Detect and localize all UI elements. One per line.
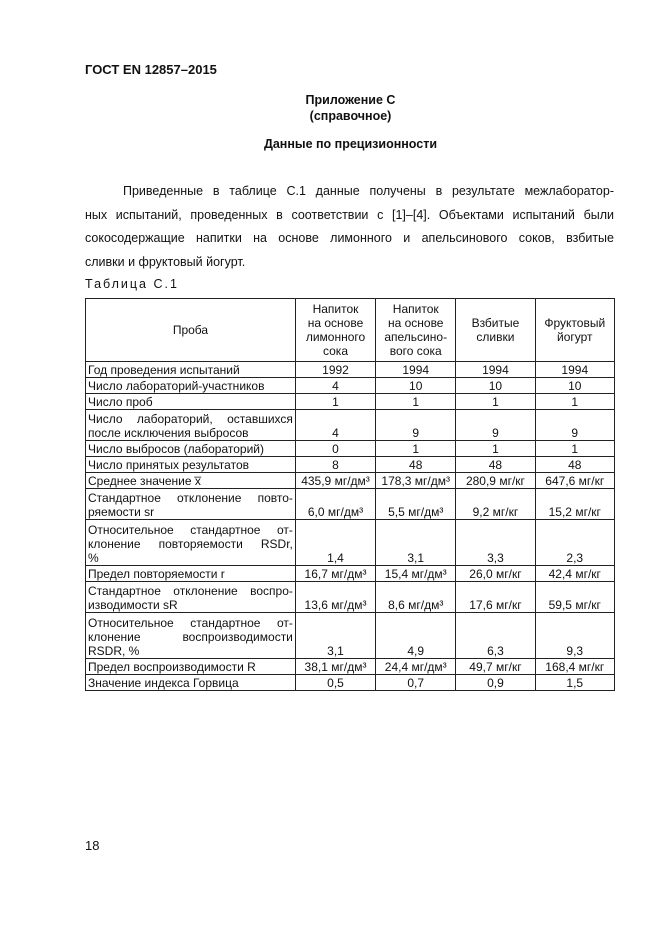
- intro-paragraph: [85, 180, 614, 274]
- standard-code: ГОСТ EN 12857–2015: [85, 62, 217, 77]
- table-cell: 1,5: [535, 675, 614, 691]
- annex-heading: [0, 92, 661, 124]
- table-row: [86, 659, 615, 675]
- header-line: сока: [323, 344, 348, 358]
- row-label-line: RSDR, %: [88, 644, 140, 658]
- table-cell: 3,1: [376, 520, 456, 566]
- table-cell: 178,3 мг/дм³: [376, 473, 456, 489]
- header-fruit-yogurt: [535, 299, 614, 362]
- row-label: [86, 675, 296, 691]
- table-cell: 2,3: [535, 520, 614, 566]
- table-cell: 59,5 мг/кг: [535, 582, 614, 613]
- intro-line: сокосодержащие напитки на основе лимонного и апельсинового соков, взбитые: [85, 231, 614, 245]
- table-cell: 9: [456, 410, 535, 441]
- table-cell: 1992: [295, 362, 375, 378]
- table-cell: 0,5: [295, 675, 375, 691]
- table-cell: 5,5 мг/дм³: [376, 489, 456, 520]
- table-cell: 17,6 мг/кг: [456, 582, 535, 613]
- table-cell: 647,6 мг/кг: [535, 473, 614, 489]
- row-label: [86, 410, 296, 441]
- table-row: [86, 410, 615, 441]
- row-label-line: Число принятых результатов: [88, 458, 249, 472]
- table-row: [86, 520, 615, 566]
- table-row: [86, 613, 615, 659]
- header-line: сливки: [476, 330, 515, 344]
- row-label: [86, 582, 296, 613]
- row-label: [86, 489, 296, 520]
- row-label-line: Предел повторяемости r: [88, 567, 225, 581]
- table-cell: 48: [535, 457, 614, 473]
- row-label-line: Стандартное отклонение повто-: [88, 491, 293, 505]
- table-cell: 4: [295, 410, 375, 441]
- table-cell: 10: [376, 378, 456, 394]
- table-cell: 6,0 мг/дм³: [295, 489, 375, 520]
- row-label-line: Год проведения испытаний: [88, 363, 240, 377]
- table-cell: 9: [535, 410, 614, 441]
- intro-line: сливки и фруктовый йогурт.: [85, 254, 246, 269]
- header-line: вого сока: [389, 344, 442, 358]
- row-label: [86, 378, 296, 394]
- row-label-line: Число лабораторий-участников: [88, 379, 265, 393]
- precision-table: [85, 298, 615, 691]
- table-cell: 0,9: [456, 675, 535, 691]
- table-cell: 48: [376, 457, 456, 473]
- table-cell: 38,1 мг/дм³: [295, 659, 375, 675]
- table-cell: 4: [295, 378, 375, 394]
- table-cell: 1: [456, 441, 535, 457]
- row-label-line: %: [88, 551, 99, 565]
- table-cell: 10: [535, 378, 614, 394]
- table-row: [86, 489, 615, 520]
- annex-subtitle: (справочное): [309, 109, 392, 123]
- header-lemon-drink: [295, 299, 375, 362]
- row-label-line: Предел воспроизводимости R: [88, 660, 256, 674]
- row-label-line: Число лабораторий, оставшихся: [88, 412, 293, 426]
- table-cell: 26,0 мг/кг: [456, 566, 535, 582]
- header-line: Напиток: [392, 302, 439, 316]
- header-line: лимонного: [305, 330, 366, 344]
- table-cell: 1: [295, 394, 375, 410]
- table-row: [86, 566, 615, 582]
- table-cell: 1994: [456, 362, 535, 378]
- header-sample: Проба: [86, 299, 296, 362]
- row-label-line: клонение воспроизводимости: [88, 630, 293, 644]
- table-cell: 280,9 мг/кг: [456, 473, 535, 489]
- table-cell: 15,2 мг/кг: [535, 489, 614, 520]
- table-cell: 1: [376, 394, 456, 410]
- table-cell: 10: [456, 378, 535, 394]
- table-cell: 0,7: [376, 675, 456, 691]
- table-cell: 168,4 мг/кг: [535, 659, 614, 675]
- table-cell: 1: [376, 441, 456, 457]
- row-label: [86, 457, 296, 473]
- section-title: Данные по прецизионности: [263, 137, 438, 151]
- row-label-line: изводимости sR: [88, 598, 178, 612]
- table-cell: 8: [295, 457, 375, 473]
- table-cell: 1994: [376, 362, 456, 378]
- header-line: апельсино-: [384, 330, 448, 344]
- table-row: [86, 473, 615, 489]
- row-label: [86, 659, 296, 675]
- intro-line: ных испытаний, проведенных в соответствии с [1]–[4]. Объектами испытаний были: [85, 207, 614, 222]
- header-line: Фруктовый: [544, 316, 606, 330]
- table-row: [86, 378, 615, 394]
- table-cell: 1,4: [295, 520, 375, 566]
- table-cell: 435,9 мг/дм³: [295, 473, 375, 489]
- table-row: [86, 582, 615, 613]
- row-label: [86, 566, 296, 582]
- table-row: [86, 457, 615, 473]
- row-label-line: ряемости sr: [88, 505, 155, 519]
- intro-line: Приведенные в таблице С.1 данные получены в результате межлаборатор-: [123, 184, 614, 198]
- page-number: 18: [85, 838, 100, 853]
- table-cell: 42,4 мг/кг: [535, 566, 614, 582]
- row-label: [86, 362, 296, 378]
- table-cell: 6,3: [456, 613, 535, 659]
- row-label-line: Число выбросов (лабораторий): [88, 442, 264, 456]
- row-label: [86, 520, 296, 566]
- table-cell: 1: [535, 441, 614, 457]
- table-row: [86, 675, 615, 691]
- row-label-line: Стандартное отклонение воспро-: [88, 584, 293, 598]
- header-whipped-cream: [456, 299, 535, 362]
- table-cell: 0: [295, 441, 375, 457]
- table-cell: 24,4 мг/дм³: [376, 659, 456, 675]
- table-cell: 49,7 мг/кг: [456, 659, 535, 675]
- table-cell: 3,3: [456, 520, 535, 566]
- table-row: [86, 362, 615, 378]
- row-label: [86, 473, 296, 489]
- table-cell: 1994: [535, 362, 614, 378]
- table-cell: 8,6 мг/дм³: [376, 582, 456, 613]
- header-line: на основе: [307, 316, 364, 330]
- header-line: Взбитые: [471, 316, 520, 330]
- header-orange-drink: [376, 299, 456, 362]
- table-cell: 3,1: [295, 613, 375, 659]
- row-label: [86, 441, 296, 457]
- row-label-line: Значение индекса Горвица: [88, 676, 239, 690]
- table-cell: 15,4 мг/дм³: [376, 566, 456, 582]
- row-label-line: Относительное стандартное от-: [88, 616, 293, 630]
- table-cell: 48: [456, 457, 535, 473]
- table-cell: 4,9: [376, 613, 456, 659]
- row-label-line: Число проб: [88, 395, 153, 409]
- row-label: [86, 613, 296, 659]
- table-header-row: [86, 299, 615, 362]
- table-cell: 13,6 мг/дм³: [295, 582, 375, 613]
- row-label-line: Относительное стандартное от-: [88, 523, 293, 537]
- row-label: [86, 394, 296, 410]
- row-label-line: Среднее значение x̅: [88, 474, 201, 488]
- table-cell: 9,3: [535, 613, 614, 659]
- annex-title: Приложение С: [305, 93, 396, 107]
- header-line: йогурт: [557, 330, 593, 344]
- table-cell: 1: [456, 394, 535, 410]
- table-cell: 9,2 мг/кг: [456, 489, 535, 520]
- row-label-line: клонение повторяемости RSDr,: [88, 537, 293, 551]
- table-caption: Таблица С.1: [85, 277, 179, 291]
- table-row: [86, 441, 615, 457]
- table-row: [86, 394, 615, 410]
- header-line: Напиток: [312, 302, 359, 316]
- row-label-line: после исключения выбросов: [88, 426, 249, 440]
- table-cell: 16,7 мг/дм³: [295, 566, 375, 582]
- table-cell: 1: [535, 394, 614, 410]
- table-cell: 9: [376, 410, 456, 441]
- header-line: на основе: [387, 316, 444, 330]
